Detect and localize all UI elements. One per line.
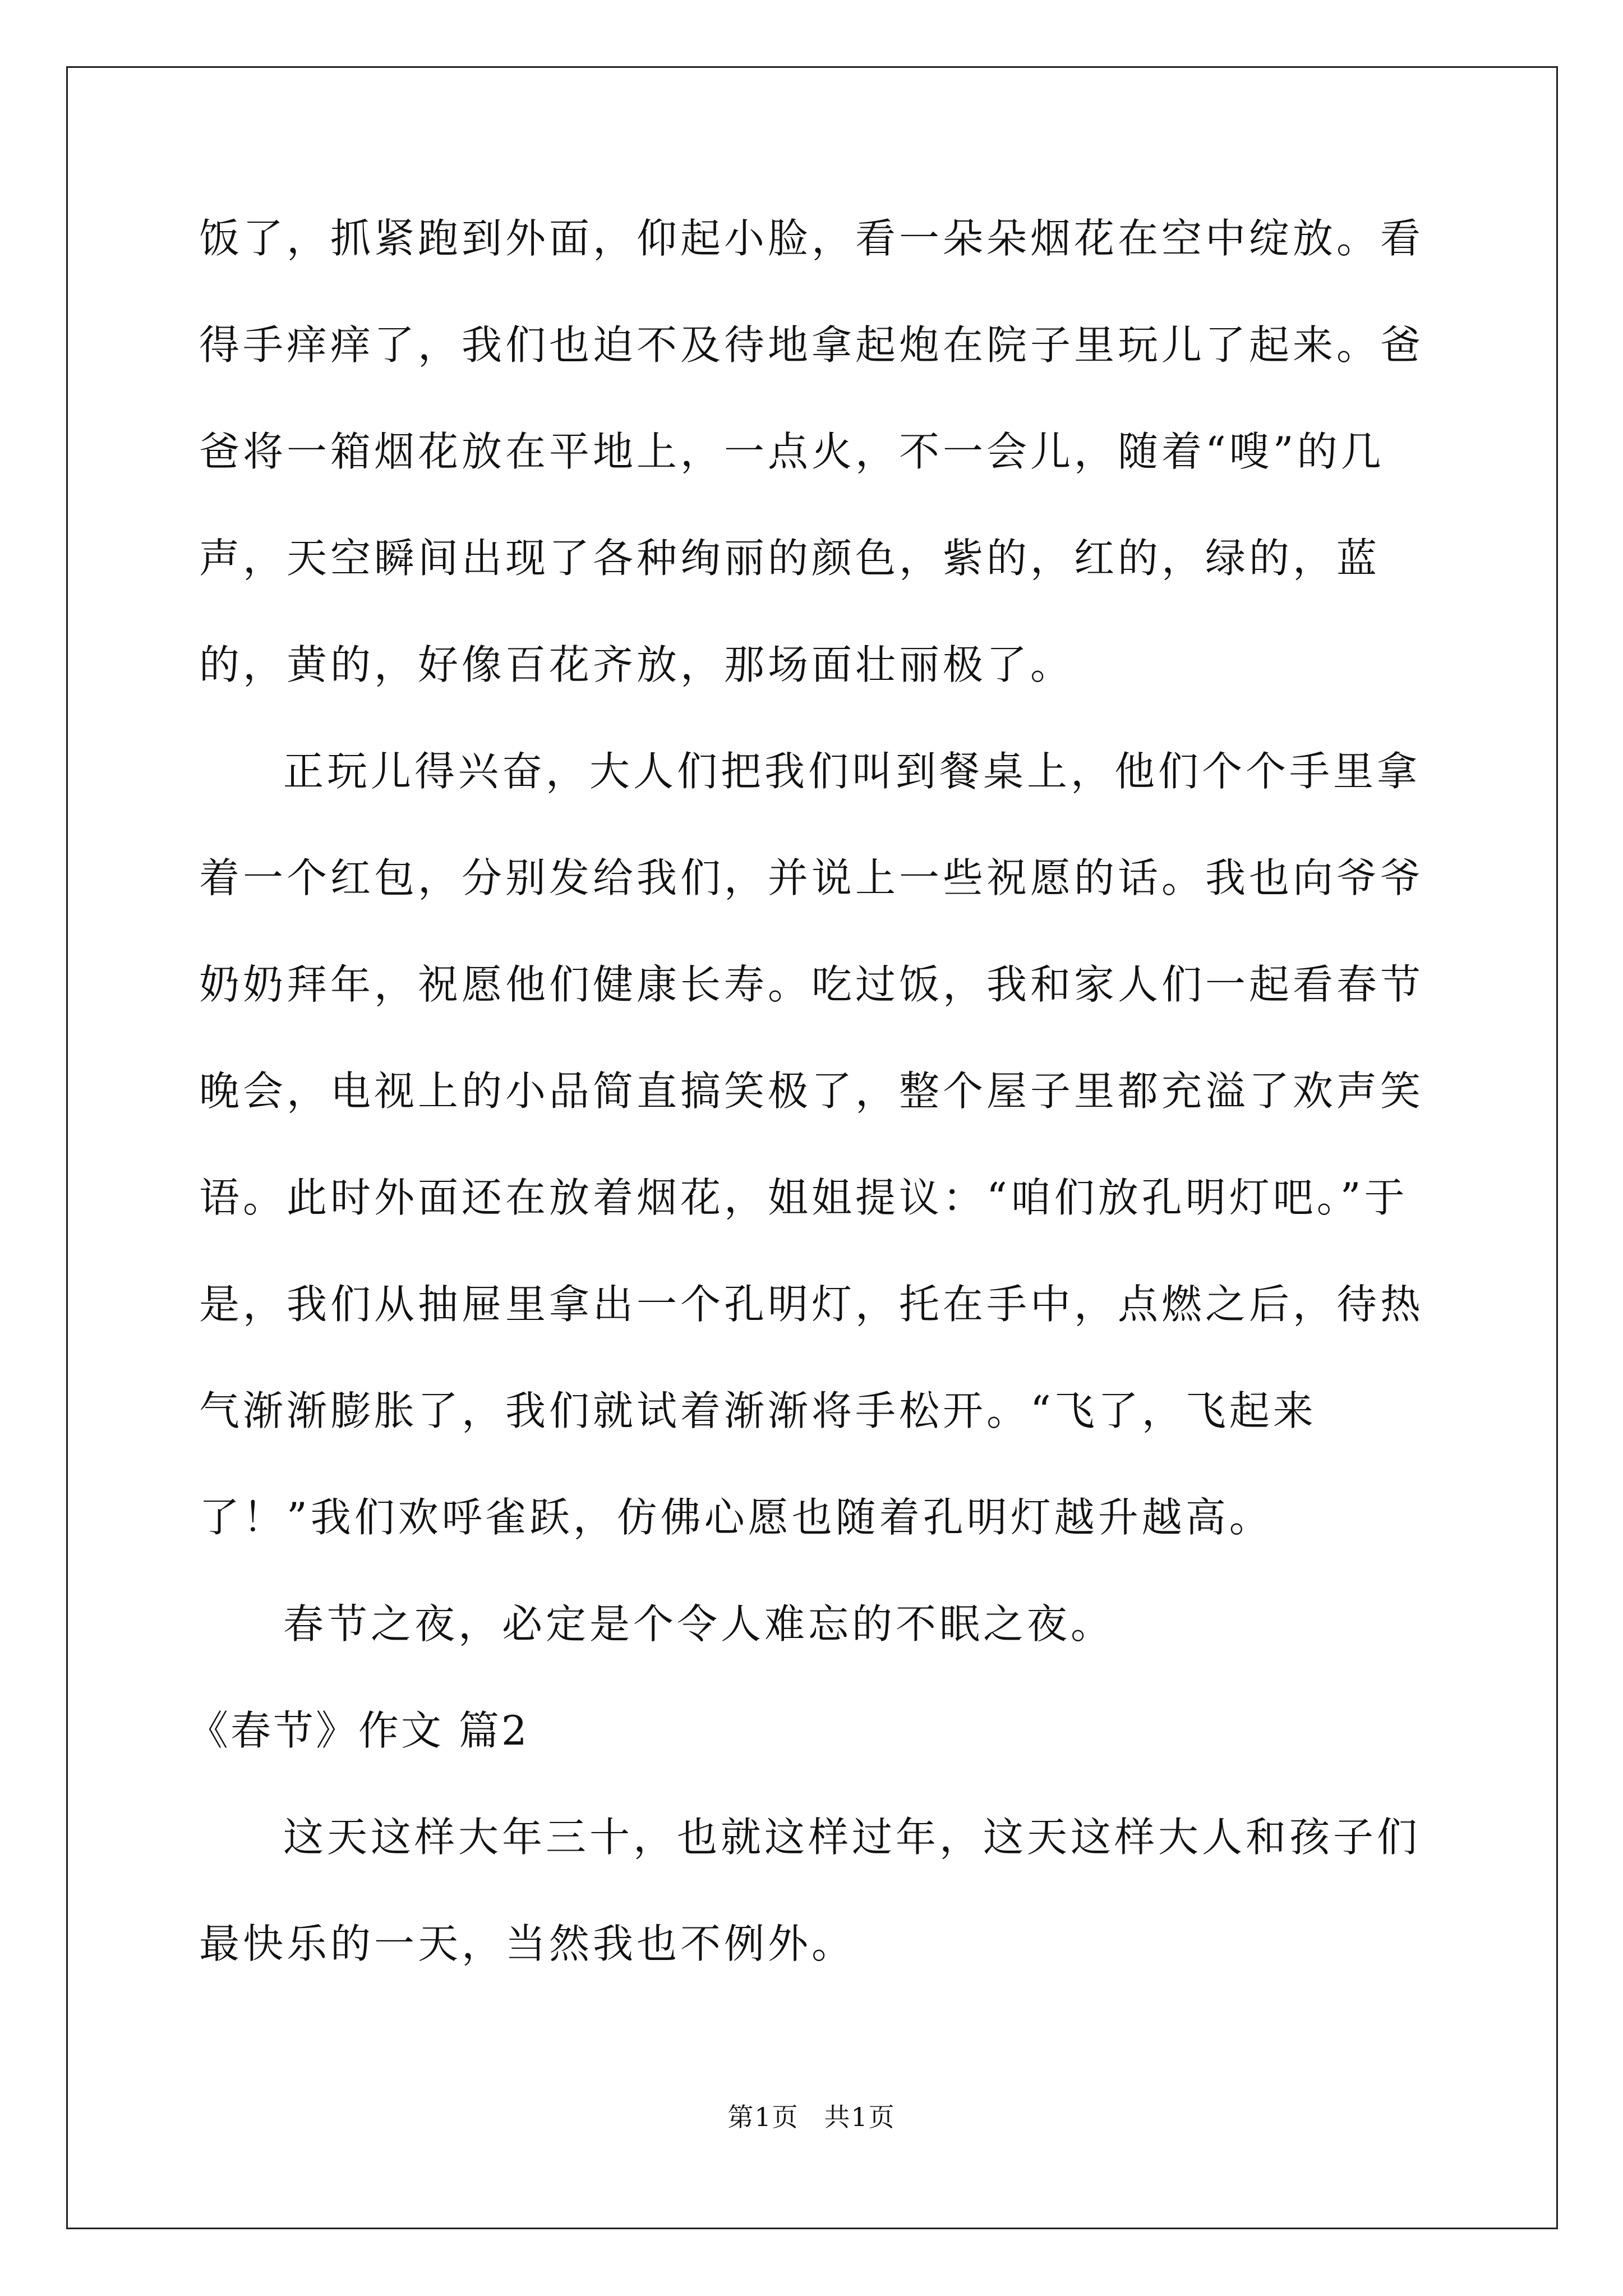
paragraph-4: 这天这样大年三十，也就这样过年，这天这样大人和孩子们最快乐的一天，当然我也不例外。 [199, 1814, 1421, 1967]
page-total: 共1页 [824, 2102, 896, 2132]
paragraph-2: 正玩儿得兴奋，大人们把我们叫到餐桌上，他们个个手里拿着一个红包，分别发给我们，并说上一些祝愿的话。我也向爷爷奶奶拜年，祝愿他们健康长寿。吃过饭，我和家人们一起看春节晚会，电视上的小品简直搞笑极了，整个屋子里都充溢了欢声笑语。此时外面还在放着烟花，姐姐提议：“咱们放孔明灯吧。”于是，我们从抽屉里拿出一个孔明灯，托在手中，点燃之后，待热气渐渐膨胀了，我们就试着渐渐将手松开。“飞了，飞起来了！”我们欢呼雀跃，仿佛心愿也随着孔明灯越升越高。 [199, 748, 1424, 1541]
section-heading: 《春节》作文 篇2 [188, 1707, 529, 1754]
document-body [188, 185, 1455, 1997]
page-footer [0, 2097, 1623, 2134]
paragraph-1: 饭了，抓紧跑到外面，仰起小脸，看一朵朵烟花在空中绽放。看得手痒痒了，我们也迫不及待地拿起炮在院子里玩儿了起来。爸爸将一箱烟花放在平地上，一点火，不一会儿，随着“嗖”的几声，天空瞬间出现了各种绚丽的颜色，紫的，红的，绿的，蓝的，黄的，好像百花齐放，那场面壮丽极了。 [199, 215, 1424, 688]
page-number: 第1页 [727, 2102, 799, 2132]
paragraph-3: 春节之夜，必定是个令人难忘的不眠之夜。 [283, 1600, 1115, 1648]
